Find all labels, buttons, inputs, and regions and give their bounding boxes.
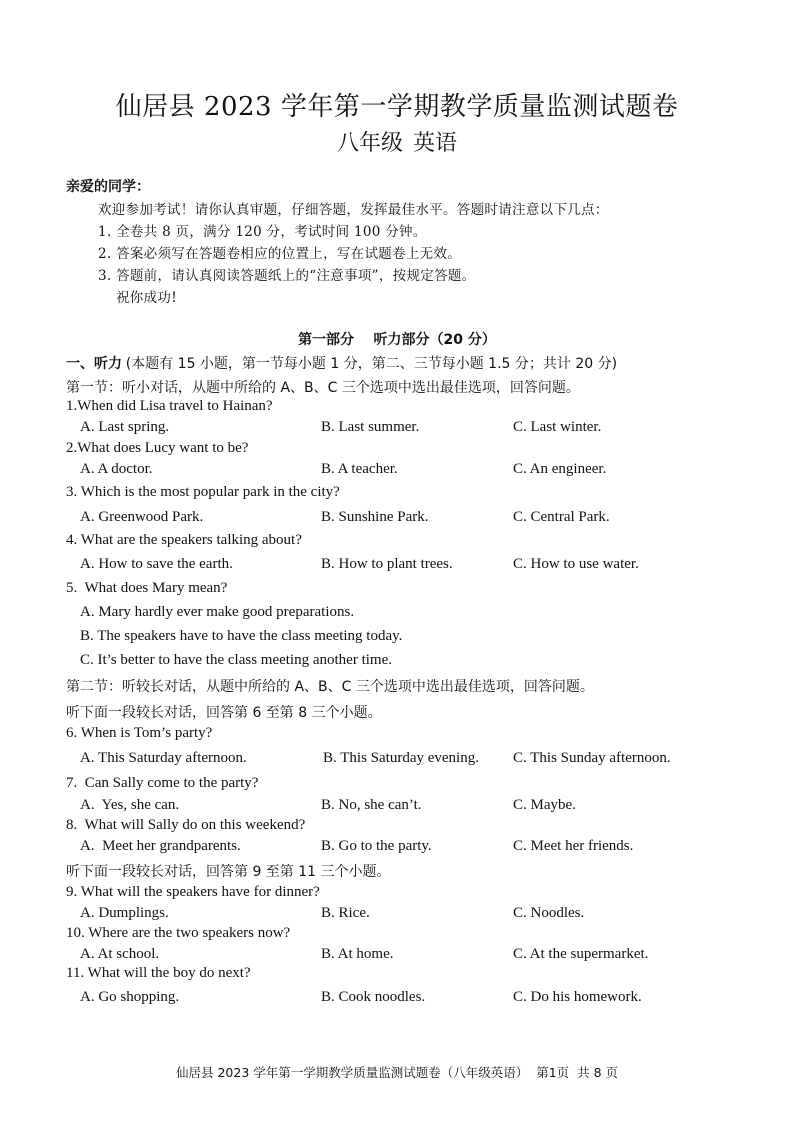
question-7: 7. Can Sally come to the party?	[66, 775, 259, 791]
section-1-instruction: 第一节：听小对话，从题中所给的 A、B、C 三个选项中选出最佳选项，回答问题。	[66, 380, 580, 396]
dialog-a-instruction: 听下面一段较长对话，回答第 6 至第 8 三个小题。	[66, 705, 382, 721]
section-one-header	[66, 353, 617, 373]
greeting: 亲爱的同学：	[66, 179, 150, 195]
section-label: 一、听力	[66, 356, 122, 372]
q6-option-b: B. This Saturday evening.	[323, 750, 479, 766]
question-3: 3. Which is the most popular park in the city?	[66, 484, 340, 500]
q1-option-c: C. Last winter.	[513, 419, 602, 435]
notice-rule-2: 2. 答案必须写在答题卷相应的位置上，写在试题卷上无效。	[98, 246, 462, 262]
q4-option-b: B. How to plant trees.	[321, 556, 453, 572]
q5-option-c: C. It’s better to have the class meeting another time.	[80, 652, 392, 668]
question-5: 5. What does Mary mean?	[66, 580, 228, 596]
question-11: 11. What will the boy do next?	[66, 965, 251, 981]
exam-title: 仙居县 2023 学年第一学期教学质量监测试题卷	[115, 92, 679, 122]
q7-option-a: A. Yes, she can.	[80, 797, 180, 813]
q2-option-c: C. An engineer.	[513, 461, 607, 477]
q3-option-a: A. Greenwood Park.	[80, 509, 204, 525]
question-1: 1.When did Lisa travel to Hainan?	[66, 398, 273, 414]
q4-option-c: C. How to use water.	[513, 556, 639, 572]
q4-option-a: A. How to save the earth.	[80, 556, 233, 572]
q2-option-b: B. A teacher.	[321, 461, 398, 477]
section-note: (本题有 15 小题，第一节每小题 1 分，第二、三节每小题 1.5 分；共计 20 分)	[125, 356, 618, 372]
q10-option-a: A. At school.	[80, 946, 160, 962]
question-2: 2.What does Lucy want to be?	[66, 440, 249, 456]
q8-option-a: A. Meet her grandparents.	[80, 838, 241, 854]
q1-option-a: A. Last spring.	[80, 419, 170, 435]
q8-option-c: C. Meet her friends.	[513, 838, 634, 854]
question-4: 4. What are the speakers talking about?	[66, 532, 302, 548]
q1-option-b: B. Last summer.	[321, 419, 420, 435]
q9-option-a: A. Dumplings.	[80, 905, 169, 921]
page-footer: 仙居县 2023 学年第一学期教学质量监测试题卷（八年级英语） 第1页 共 8 页	[175, 1065, 618, 1080]
q11-option-b: B. Cook noodles.	[321, 989, 426, 1005]
subject-label: 英语	[413, 131, 458, 156]
q6-option-c: C. This Sunday afternoon.	[513, 750, 671, 766]
section-2-instruction: 第二节：听较长对话，从题中所给的 A、B、C 三个选项中选出最佳选项，回答问题。	[66, 679, 594, 695]
grade-label: 八年级	[336, 131, 403, 156]
exam-subtitle	[0, 126, 794, 157]
question-6: 6. When is Tom’s party?	[66, 725, 213, 741]
notice-rule-3: 3. 答题前，请认真阅读答题纸上的“注意事项”，按规定答题。	[98, 268, 476, 284]
q10-option-c: C. At the supermarket.	[513, 946, 649, 962]
notice-rule-1: 1. 全卷共 8 页，满分 120 分，考试时间 100 分钟。	[98, 224, 427, 240]
q11-option-a: A. Go shopping.	[80, 989, 180, 1005]
q6-option-a: A. This Saturday afternoon.	[80, 750, 247, 766]
q11-option-c: C. Do his homework.	[513, 989, 642, 1005]
q9-option-b: B. Rice.	[321, 905, 370, 921]
q7-option-b: B. No, she can’t.	[321, 797, 422, 813]
q2-option-a: A. A doctor.	[80, 461, 153, 477]
question-10: 10. Where are the two speakers now?	[66, 925, 291, 941]
q5-option-a: A. Mary hardly ever make good preparations.	[80, 604, 355, 620]
q9-option-c: C. Noodles.	[513, 905, 585, 921]
notice-wish: 祝你成功!	[116, 290, 177, 306]
q3-option-c: C. Central Park.	[513, 509, 610, 525]
question-9: 9. What will the speakers have for dinner?	[66, 884, 320, 900]
q10-option-b: B. At home.	[321, 946, 394, 962]
notice-intro: 欢迎参加考试！请你认真审题，仔细答题，发挥最佳水平。答题时请注意以下几点：	[98, 202, 609, 218]
q5-option-b: B. The speakers have to have the class meeting today.	[80, 628, 403, 644]
q7-option-c: C. Maybe.	[513, 797, 576, 813]
q3-option-b: B. Sunshine Park.	[321, 509, 429, 525]
question-8: 8. What will Sally do on this weekend?	[66, 817, 306, 833]
dialog-b-instruction: 听下面一段较长对话，回答第 9 至第 11 三个小题。	[66, 864, 391, 880]
part-one-title: 第一部分 听力部分（20 分）	[298, 332, 496, 348]
q8-option-b: B. Go to the party.	[321, 838, 432, 854]
